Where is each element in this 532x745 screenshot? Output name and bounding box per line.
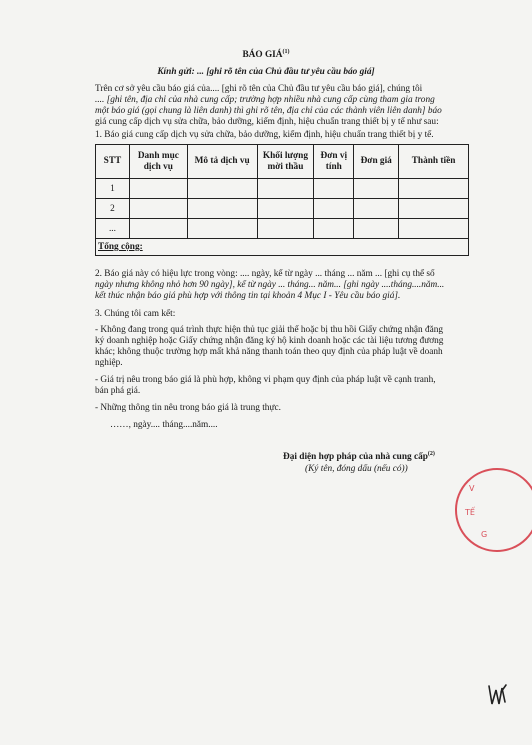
table-total-label: Tổng cộng: bbox=[96, 239, 469, 256]
table-row bbox=[96, 199, 469, 219]
section-3-heading: 3. Chúng tôi cam kết: bbox=[95, 309, 176, 319]
table-cell bbox=[257, 179, 314, 199]
stamp-letter: G bbox=[481, 530, 488, 539]
table-cell bbox=[314, 199, 354, 219]
intro-line: giá cung cấp dịch vụ sửa chữa, bảo dưỡng, kiểm định, hiệu chuẩn trang thiết bị y tế như sau: bbox=[95, 117, 439, 127]
commitment-line: bán phá giá. bbox=[95, 386, 141, 396]
table-cell bbox=[399, 199, 469, 219]
table-cell bbox=[187, 179, 257, 199]
table-cell bbox=[257, 199, 314, 219]
table-cell bbox=[399, 219, 469, 239]
section-2-line: ngày nhưng không nhỏ hơn 90 ngày], kể từ ngày ... tháng... năm... [ghi ngày ....tháng....năm... bbox=[95, 280, 445, 290]
table-header: Danh mục dịch vụ bbox=[129, 145, 187, 179]
commitment-line: khác; không thuộc trường hợp mất khả năng thanh toán theo quy định của pháp luật về doanh bbox=[95, 347, 443, 357]
table-cell bbox=[257, 219, 314, 239]
table-cell: 2 bbox=[96, 199, 130, 219]
table-cell bbox=[314, 219, 354, 239]
commitment-line: - Giá trị nêu trong báo giá là phù hợp, không vi phạm quy định của pháp luật về cạnh tranh, bbox=[95, 375, 436, 385]
table-header: Khối lượng mời thầu bbox=[257, 145, 314, 179]
signer-title: Đại diện hợp pháp của nhà cung cấp$^{(2)}$ bbox=[283, 450, 435, 462]
section-1-heading: 1. Báo giá cung cấp dịch vụ sửa chữa, bảo dưỡng, kiểm định, hiệu chuẩn trang thiết bị y tế. bbox=[95, 130, 434, 140]
commitment-line: nghiệp. bbox=[95, 358, 123, 368]
table-cell: ... bbox=[96, 219, 130, 239]
table-cell bbox=[129, 199, 187, 219]
table-header: Đơn giá bbox=[354, 145, 399, 179]
table-row bbox=[96, 179, 469, 199]
section-2-line: kết thúc nhận báo giá phù hợp với thông tin tại khoản 4 Mục I - Yêu cầu báo giá]. bbox=[95, 291, 401, 301]
red-stamp bbox=[455, 468, 532, 552]
stamp-letter: V bbox=[469, 484, 475, 493]
table-cell bbox=[187, 219, 257, 239]
table-row bbox=[96, 219, 469, 239]
recipient-line: Kính gửi: ... [ghi rõ tên của Chủ đầu tư yêu cầu báo giá] bbox=[157, 67, 375, 77]
commitment-line: ký doanh nghiệp hoặc Giấy chứng nhận đăng ký hộ kinh doanh hoặc các tài liệu tương đương bbox=[95, 336, 444, 346]
table-header: Đơn vị tính bbox=[314, 145, 354, 179]
table-cell: 1 bbox=[96, 179, 130, 199]
document-title: BÁO GIÁ$^{(1)}$ bbox=[242, 48, 290, 60]
table-cell bbox=[129, 179, 187, 199]
table-cell bbox=[314, 179, 354, 199]
commitment-line: - Không đang trong quá trình thực hiện thủ tục giải thể hoặc bị thu hồi Giấy chứng nhận đăng bbox=[95, 325, 444, 335]
date-line: ……, ngày.... tháng....năm.... bbox=[110, 420, 218, 430]
intro-line: .... [ghi tên, địa chỉ của nhà cung cấp; trường hợp nhiều nhà cung cấp cùng tham gia trong bbox=[95, 95, 435, 105]
table-cell bbox=[187, 199, 257, 219]
table-cell bbox=[354, 219, 399, 239]
table-total-row bbox=[96, 239, 469, 256]
price-table bbox=[95, 144, 469, 256]
signer-subtitle: (Ký tên, đóng dấu (nếu có)) bbox=[305, 464, 408, 474]
table-header: Thành tiền bbox=[399, 145, 469, 179]
initials-signature bbox=[487, 682, 509, 708]
table-cell bbox=[129, 219, 187, 239]
section-2-line: 2. Báo giá này có hiệu lực trong vòng: .... ngày, kể từ ngày ... tháng ... năm ... [ghi cụ thể số bbox=[95, 269, 435, 279]
table-cell bbox=[354, 199, 399, 219]
table-cell bbox=[399, 179, 469, 199]
table-header: STT bbox=[96, 145, 130, 179]
stamp-letter: TẾ bbox=[465, 508, 475, 517]
table-cell bbox=[354, 179, 399, 199]
table-header: Mô tả dịch vụ bbox=[187, 145, 257, 179]
intro-line: Trên cơ sở yêu cầu báo giá của.... [ghi rõ tên của Chủ đầu tư yêu cầu báo giá], chúng tôi bbox=[95, 84, 423, 94]
commitment-line: - Những thông tin nêu trong báo giá là trung thực. bbox=[95, 403, 281, 413]
intro-line: một báo giá (gọi chung là liên danh) thì ghi rõ tên, địa chỉ của các thành viên liên danh] báo bbox=[95, 106, 442, 116]
table-header-row bbox=[96, 145, 469, 179]
